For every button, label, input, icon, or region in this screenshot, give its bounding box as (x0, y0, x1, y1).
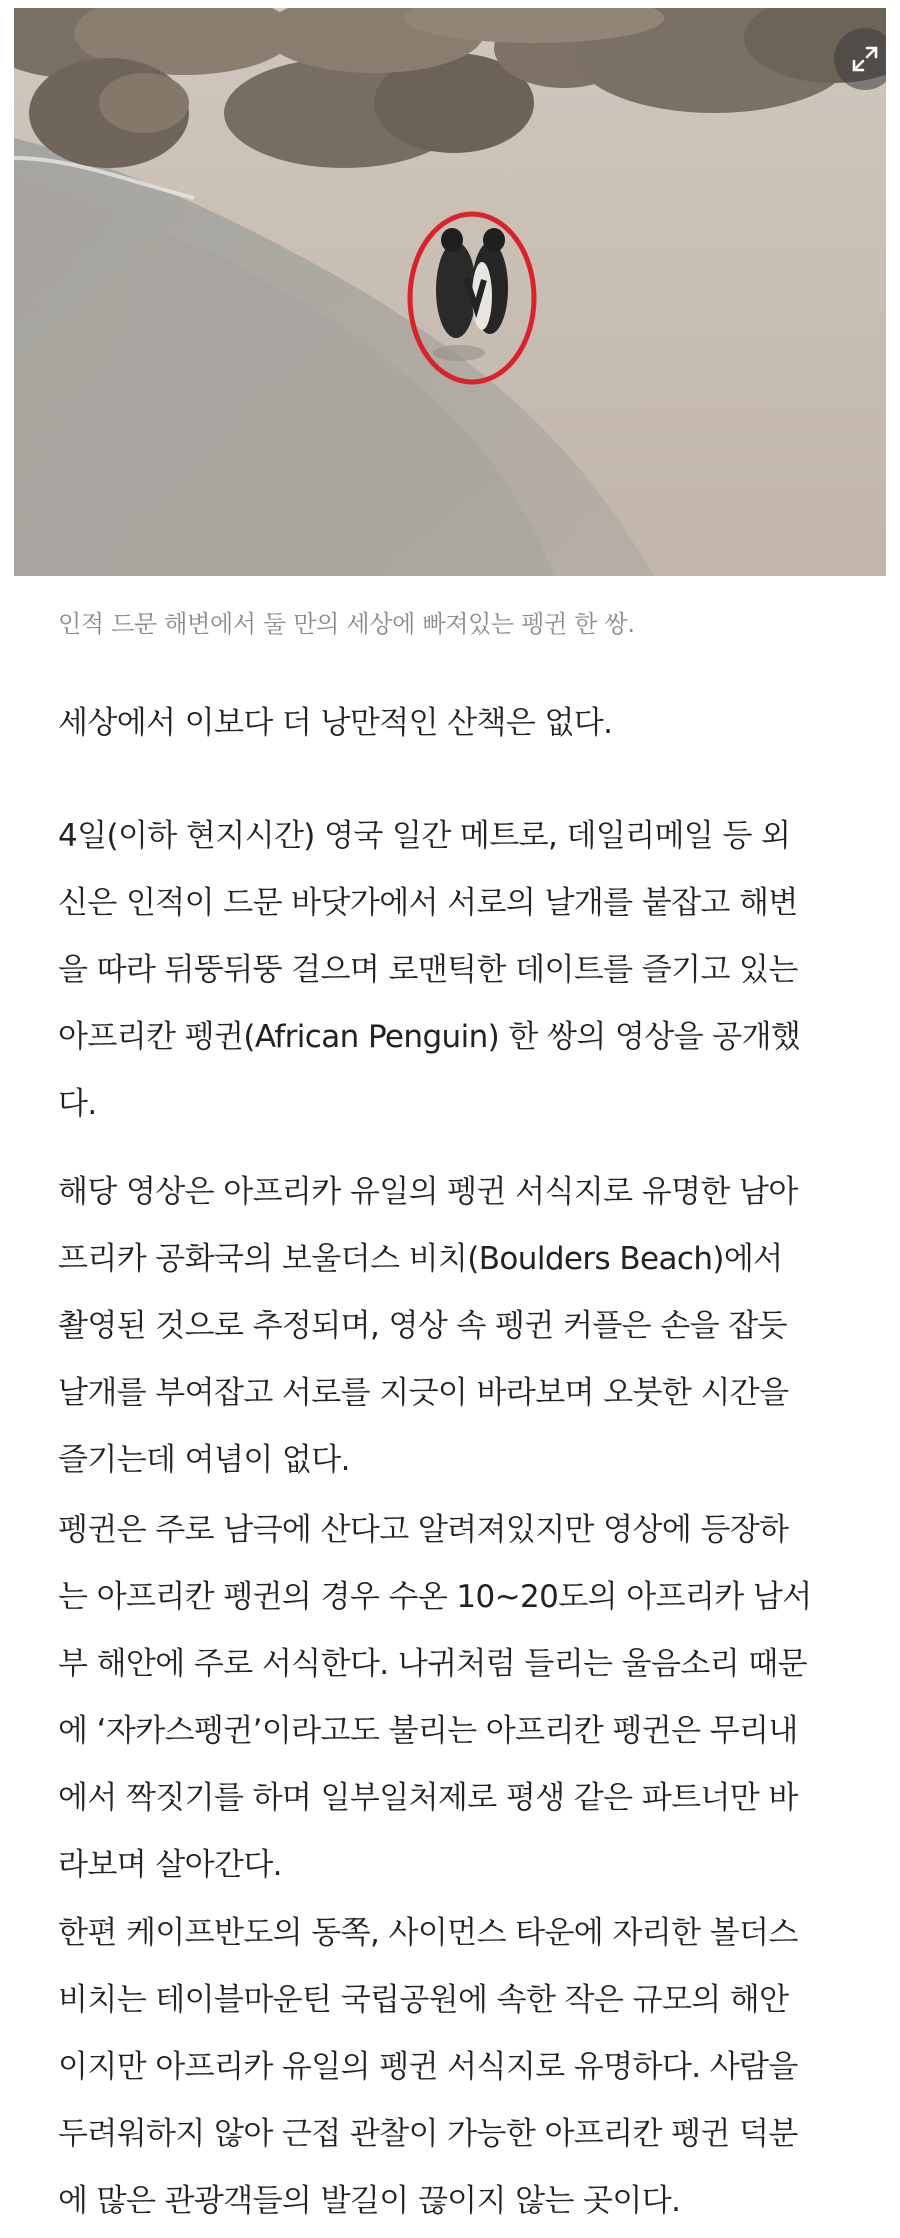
paragraph-line: 즐기는데 여념이 없다. (58, 1442, 350, 1478)
paragraph-line: 라보며 살아간다. (58, 1847, 282, 1883)
expand-arrows-icon (850, 44, 880, 74)
article-photo (14, 8, 886, 576)
paragraph-line: 비치는 테이블마운틴 국립공원에 속한 작은 규모의 해안 (58, 1982, 789, 2018)
paragraph-line: 아프리칸 펭귄(African Penguin) 한 쌍의 영상을 공개했 (58, 1019, 801, 1055)
paragraph-line: 세상에서 이보다 더 낭만적인 산책은 없다. (58, 705, 613, 741)
paragraph-line: 촬영된 것으로 추정되며, 영상 속 펭귄 커플은 손을 잡듯 (58, 1308, 787, 1344)
paragraph-line: 신은 인적이 드문 바닷가에서 서로의 날개를 붙잡고 해변 (58, 885, 798, 921)
paragraph-line: 는 아프리칸 펭귄의 경우 수온 10~20도의 아프리카 남서 (58, 1579, 812, 1615)
paragraph-line: 두려워하지 않아 근접 관찰이 가능한 아프리칸 펭귄 덕분 (58, 2116, 798, 2152)
paragraph-3 (58, 1159, 858, 1494)
beach-scene-image (14, 8, 886, 576)
paragraph-line: 에 많은 관광객들의 발길이 끊이지 않는 곳이다. (58, 2183, 681, 2219)
paragraph-line: 다. (58, 1086, 97, 1122)
paragraph-line: 이지만 아프리카 유일의 펭귄 서식지로 유명하다. 사람을 (58, 2049, 798, 2085)
photo-caption: 인적 드문 해변에서 둘 만의 세상에 빠져있는 펭귄 한 쌍. (58, 610, 635, 638)
paragraph-line: 프리카 공화국의 보울더스 비치(Boulders Beach)에서 (58, 1241, 783, 1277)
paragraph-line: 해당 영상은 아프리카 유일의 펭귄 서식지로 유명한 남아 (58, 1174, 798, 1210)
paragraph-line: 날개를 부여잡고 서로를 지긋이 바라보며 오붓한 시간을 (58, 1375, 789, 1411)
paragraph-lead (58, 690, 858, 757)
paragraph-2 (58, 803, 858, 1138)
paragraph-line: 한편 케이프반도의 동쪽, 사이먼스 타운에 자리한 볼더스 (58, 1915, 798, 1951)
paragraph-line: 4일(이하 현지시간) 영국 일간 메트로, 데일리메일 등 외 (58, 818, 791, 854)
paragraph-line: 에 ‘자카스펭귄’이라고도 불리는 아프리칸 펭귄은 무리내 (58, 1713, 798, 1749)
paragraph-4 (58, 1497, 858, 1899)
paragraph-line: 펭귄은 주로 남극에 산다고 알려져있지만 영상에 등장하 (58, 1512, 789, 1548)
paragraph-line: 에서 짝짓기를 하며 일부일처제로 평생 같은 파트너만 바 (58, 1780, 798, 1816)
paragraph-line: 을 따라 뒤뚱뒤뚱 걸으며 로맨틱한 데이트를 즐기고 있는 (58, 952, 798, 988)
paragraph-line: 부 해안에 주로 서식한다. 나귀처럼 들리는 울음소리 때문 (58, 1646, 807, 1682)
paragraph-5 (58, 1900, 858, 2235)
